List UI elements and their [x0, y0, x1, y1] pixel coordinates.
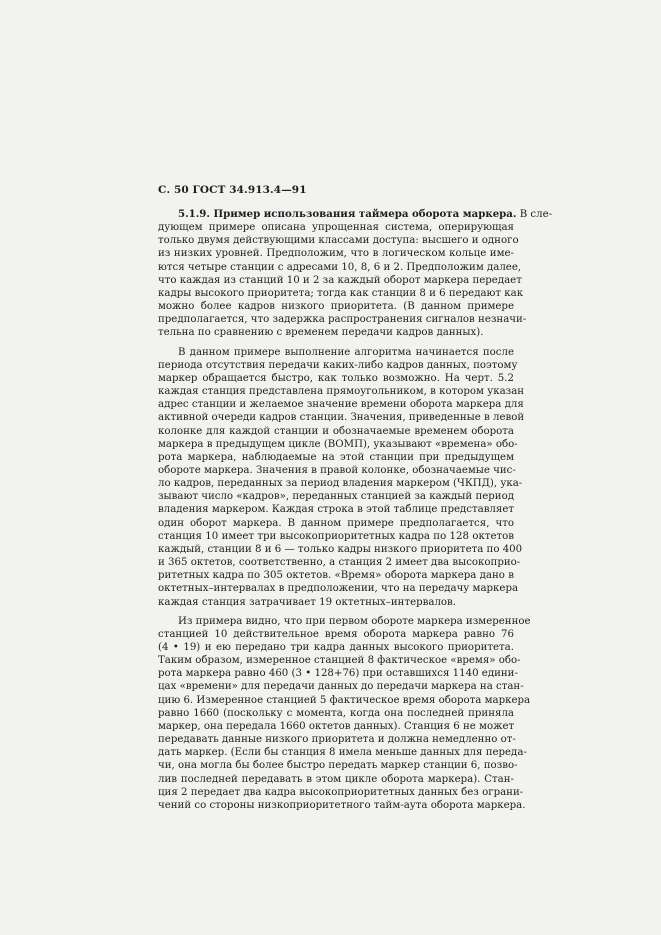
text-line: что каждая из станций 10 и 2 за каждый оборот маркера передает [158, 274, 522, 286]
text-line: станцией 10 действительное время оборота маркера равно 76 [158, 628, 514, 640]
text-line: колонке для каждой станции и обозначаемые временем оборота [158, 425, 514, 437]
text-line: передавать данные низкого приоритета и должна немедленно от- [158, 734, 516, 746]
text-line [158, 208, 553, 221]
section-heading: 5.1.9. Пример использования таймера оборота маркера. [178, 208, 517, 220]
text-line: октетных–интервалах в предположении, что на передачу маркера [158, 583, 519, 595]
text-line: можно более кадров низкого приоритета. (В данном примере [158, 301, 514, 313]
text-line: ция 2 передает два кадра высокоприоритетных данных без ограни- [158, 786, 524, 798]
text-line: чи, она могла бы более быстро передать маркер станции 6, позво- [158, 760, 518, 772]
text-line: один оборот маркера. В данном примере предполагается, что [158, 517, 514, 529]
text-line: каждая станция затрачивает 19 октетных–интервалов. [158, 596, 457, 608]
text-line: адрес станции и желаемое значение времени оборота маркера для [158, 399, 524, 411]
text-line: каждый, станции 8 и 6 — только кадры низкого приоритета по 400 [158, 543, 523, 555]
text-line: каждая станция представлена прямоугольником, в котором указан [158, 386, 525, 398]
paragraph [158, 615, 531, 812]
text-line-rest: В сле- [516, 209, 553, 220]
text-line: чений со стороны низкоприоритетного тайм-аута оборота маркера. [158, 799, 526, 811]
text-line: активной очереди кадров станции. Значения, приведенные в левой [158, 412, 525, 424]
text-line: дующем примере описана упрощенная система, оперирующая [158, 222, 514, 234]
text-line: рота маркера, наблюдаемые на этой станции при предыдущем [158, 451, 514, 463]
page-header: С. 50 ГОСТ 34.913.4—91 [158, 184, 307, 196]
text-line: маркер обращается быстро, как только возможно. На черт. 5.2 [158, 372, 514, 384]
text-line: лив последней передавать в этом цикле оборота маркера). Стан- [158, 773, 514, 785]
text-line: Таким образом, измеренное станцией 8 фактическое «время» обо- [158, 655, 521, 667]
text-line: предполагается, что задержка распространения сигналов незначи- [158, 314, 527, 326]
text-line: В данном примере выполнение алгоритма начинается после [178, 346, 514, 358]
text-line: маркера в предыдущем цикле (ВОМП), указывают «времена» обо- [158, 438, 518, 450]
body-text [158, 208, 553, 812]
text-line: обороте маркера. Значения в правой колонке, обозначаемые чис- [158, 464, 516, 476]
text-line: цию 6. Измеренное станцией 5 фактическое время оборота маркера [158, 694, 531, 706]
text-line: дать маркер. (Если бы станция 8 имела меньше данных для переда- [158, 747, 527, 759]
text-line: зывают число «кадров», переданных станцией за каждый период [158, 491, 514, 503]
text-line: ло кадров, переданных за период владения маркером (ЧКПД), ука- [158, 478, 523, 490]
text-line: тельна по сравнению с временем передачи кадров данных). [158, 327, 484, 339]
text-line: рота маркера равно 460 (3 • 128+76) при оставшихся 1140 едини- [158, 668, 518, 680]
text-line: и 365 октетов, соответственно, а станция 2 имеет два высокоприо- [158, 557, 521, 569]
text-line: маркер, она передала 1660 октетов данных). Станция 6 не может [158, 720, 515, 732]
text-line: станция 10 имеет три высокоприоритетных кадра по 128 октетов [158, 530, 514, 542]
text-line: только двумя действующими классами доступа: высшего и одного [158, 235, 519, 247]
text-line: владения маркером. Каждая строка в этой таблице представляет [158, 504, 514, 516]
text-line: ются четыре станции с адресами 10, 8, 6 и 2. Предположим далее, [158, 261, 522, 273]
text-line: равно 1660 (поскольку с момента, когда она последней приняла [158, 707, 514, 719]
text-line: цах «времени» для передачи данных до передачи маркера на стан- [158, 681, 524, 693]
text-line: периода отсутствия передачи каких-либо кадров данных, поэтому [158, 359, 518, 371]
text-line: кадры высокого приоритета; тогда как станции 8 и 6 передают как [158, 287, 524, 299]
paragraph [158, 208, 553, 340]
text-line: Из примера видно, что при первом обороте маркера измеренное [178, 615, 531, 627]
text-line: из низких уровней. Предположим, что в логическом кольце име- [158, 248, 514, 260]
text-line: ритетных кадра по 305 октетов. «Время» оборота маркера дано в [158, 570, 514, 582]
paragraph [158, 346, 525, 609]
text-line: (4 • 19) и ею передано три кадра данных высокого приоритета. [158, 642, 514, 653]
